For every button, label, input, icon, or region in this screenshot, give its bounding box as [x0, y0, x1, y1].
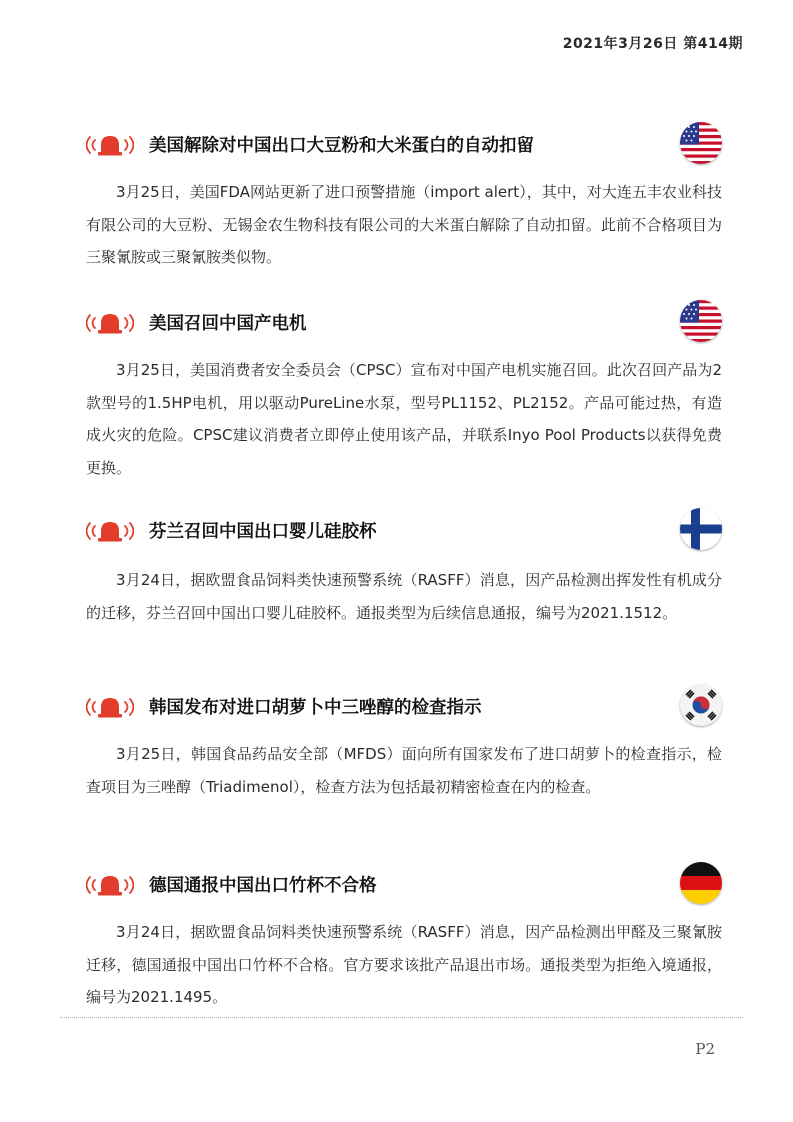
- page-number: P2: [695, 1040, 715, 1058]
- alarm-bell-icon: [86, 134, 134, 156]
- news-item-header: [86, 300, 722, 340]
- news-body: 3月24日，据欧盟食品饲料类快速预警系统（RASFF）消息，因产品检测出挥发性有机成分的迁移，芬兰召回中国出口婴儿硅胶杯。通报类型为后续信息通报，编号为2021.1512。: [86, 571, 722, 622]
- germany-flag-icon: [680, 862, 722, 904]
- news-title: 芬兰召回中国出口婴儿硅胶杯: [149, 522, 377, 542]
- us-flag-icon: [680, 122, 722, 164]
- footer-divider: [60, 1017, 743, 1018]
- news-item-1: [86, 122, 722, 274]
- news-item-header: [86, 508, 722, 548]
- korea-flag-icon: [680, 684, 722, 726]
- news-item-header: [86, 862, 722, 902]
- alarm-bell-icon: [86, 874, 134, 896]
- news-body: 3月25日，美国消费者安全委员会（CPSC）宣布对中国产电机实施召回。此次召回产品为2款型号的1.5HP电机，用以驱动PureLine水泵，型号PL1152、PL2152。产品可能过热，有造成火灾的危险。CPSC建议消费者立即停止使用该产品，并联系Inyo Pool Products以获得免费更换。: [86, 361, 722, 477]
- news-item-4: [86, 684, 722, 803]
- news-title: 美国召回中国产电机: [149, 314, 307, 334]
- news-title: 德国通报中国出口竹杯不合格: [149, 876, 377, 896]
- news-item-header: [86, 122, 722, 162]
- news-item-header: [86, 684, 722, 724]
- us-flag-icon: [680, 300, 722, 342]
- news-item-2: [86, 300, 722, 484]
- news-body: 3月25日，美国FDA网站更新了进口预警措施（import alert），其中，对大连五丰农业科技有限公司的大豆粉、无锡金农生物科技有限公司的大米蛋白解除了自动扣留。此前不合格项目为三聚氰胺或三聚氰胺类似物。: [86, 183, 722, 266]
- alarm-bell-icon: [86, 520, 134, 542]
- alarm-bell-icon: [86, 696, 134, 718]
- news-body: 3月25日，韩国食品药品安全部（MFDS）面向所有国家发布了进口胡萝卜的检查指示，检查项目为三唑醇（Triadimenol），检查方法为包括最初精密检查在内的检查。: [86, 745, 722, 796]
- news-title: 美国解除对中国出口大豆粉和大米蛋白的自动扣留: [149, 136, 534, 156]
- news-item-3: [86, 508, 722, 629]
- news-body: 3月24日，据欧盟食品饲料类快速预警系统（RASFF）消息，因产品检测出甲醛及三聚氰胺迁移，德国通报中国出口竹杯不合格。官方要求该批产品退出市场。通报类型为拒绝入境通报，编号为2021.1495。: [86, 923, 722, 1006]
- issue-date: 2021年3月26日 第414期: [562, 36, 743, 52]
- finland-flag-icon: [680, 508, 722, 550]
- alarm-bell-icon: [86, 312, 134, 334]
- news-item-5: [86, 862, 722, 1014]
- news-title: 韩国发布对进口胡萝卜中三唑醇的检查指示: [149, 698, 482, 718]
